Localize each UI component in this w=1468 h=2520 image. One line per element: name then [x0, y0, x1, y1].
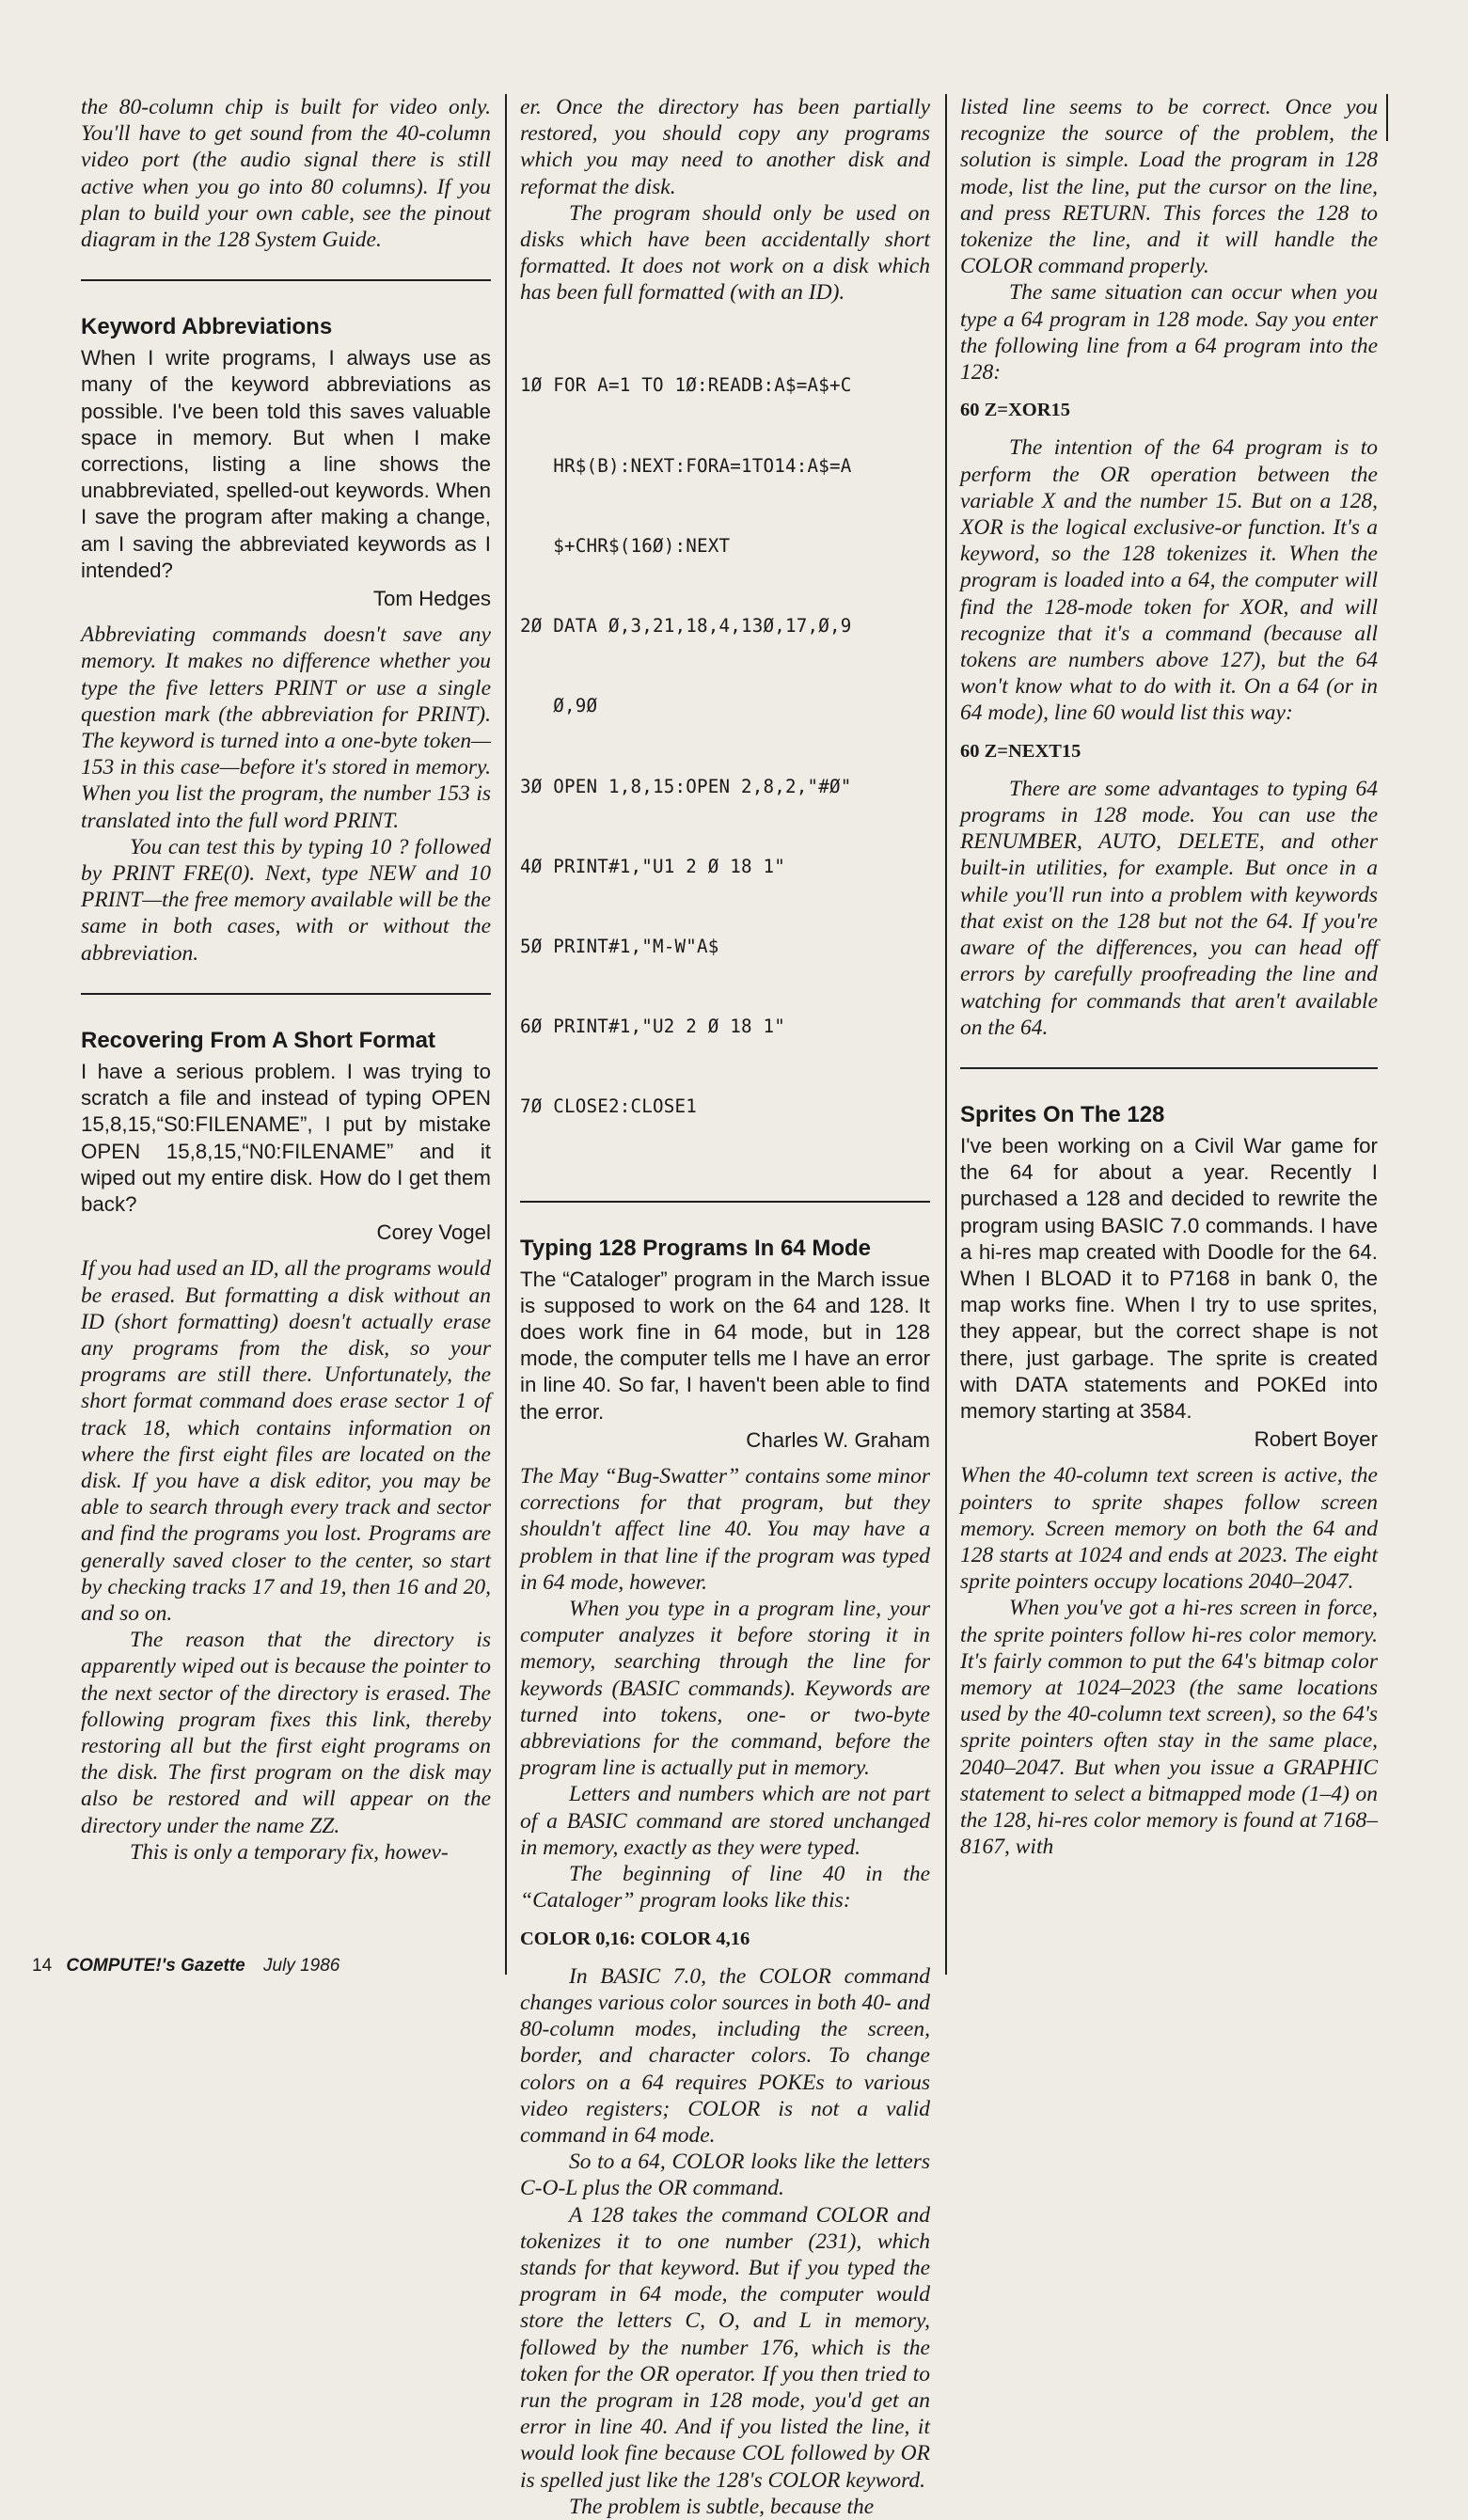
keyword-letter-signature: Tom Hedges [372, 587, 491, 611]
column-3 [960, 94, 1378, 1860]
column-1 [81, 94, 491, 1866]
section-divider [81, 993, 491, 995]
code-line: 2Ø DATA Ø,3,21,18,4,13Ø,17,Ø,9 [520, 615, 852, 638]
keyword-answer-2: You can test this by typing 10 ? followed by PRINT FRE(0). Next, type NEW and 10 PRINT—the free memory available will be the same in both cases, with or without the abbreviation. [81, 834, 491, 966]
basic-listing: COLOR 0,16: COLOR 4,16 [520, 1928, 750, 1949]
typing-128-answer-2: When you type in a program line, your computer analyzes it before storing it in memory, searching through the line for keywords (BASIC commands). Keywords are turned into tokens, one- or two-byte abbreviations for the command, before the program line is actually put in memory. [520, 1597, 930, 1781]
intro-paragraph: the 80-column chip is built for video only. You'll have to get sound from the 40-column video port (the audio signal there is still active when you go into 80 columns). If you plan to build your own cable, see the pinout diagram in the 128 System Guide. [81, 95, 491, 253]
code-line: 7Ø CLOSE2:CLOSE1 [520, 1095, 698, 1118]
code-line: Ø,9Ø [520, 695, 598, 717]
column-2 [520, 94, 930, 2520]
section-divider [960, 1067, 1378, 1069]
short-format-answer-1: If you had used an ID, all the programs would be erased. But formatting a disk without an ID (short formatting) doesn't actually erase any programs from the disk, so your programs are still there. Unfortunately, the short format command does erase sector 1 of track 18, which contains information on where the first eight files are located on the disk. If you have a disk editor, you may be able to search through every track and sector and find the programs you lost. Programs are generally saved closer to the center, so start by checking tracks 17 and 19, then 16 and 20, and so on. [81, 1256, 491, 1626]
column-divider-1 [505, 94, 507, 1975]
short-format-answer-3: This is only a temporary fix, howev- [130, 1839, 449, 1865]
typing-128-continued-2: The same situation can occur when you type a 64 program in 128 mode. Say you enter the following line from a 64 program into the 128: [960, 280, 1378, 386]
code-line: 5Ø PRINT#1,"M-W"A$ [520, 935, 719, 957]
typing-128-answer-1: The May “Bug-Swatter” contains some minor corrections for that program, but they shouldn't affect line 40. You may have a problem in that line if the program was typed in 64 mode, however. [520, 1464, 930, 1595]
page-footer [32, 1956, 339, 1977]
typing-128-answer-7: A 128 takes the command COLOR and tokenizes it to one number (231), which stands for that keyword. But if you typed the program in 64 mode, the computer would store the letters C, O, and L in memory, followed by the number 176, which is the token for the OR operator. If you then tried to run the program in 128 mode, you'd get an error in line 40. And if you listed the line, it would look fine because COL followed by OR is spelled just like the 128's COLOR keyword. [520, 2202, 930, 2493]
typing-128-heading: Typing 128 Programs In 64 Mode [520, 1235, 871, 1261]
magazine-name: COMPUTE!'s Gazette [66, 1956, 245, 1976]
keyword-answer-1: Abbreviating commands doesn't save any memory. It makes no difference whether you type the five letters PRINT or use a single question mark (the abbreviation for PRINT). The keyword is turned into a one-byte token—153 in this case—before it's stored in memory. When you list the program, the number 153 is translated into the full word PRINT. [81, 622, 491, 833]
column-divider-3 [1386, 94, 1388, 141]
short-format-heading: Recovering From A Short Format [81, 1027, 435, 1053]
sprites-letter: I've been working on a Civil War game for the 64 for about a year. Recently I purchased a 128 and decided to rewrite the program using BASIC 7.0 commands. I have a hi-res map created with Doodle for the 64. When I BLOAD it to P7168 in bank 0, the map works fine. When I try to use sprites, they appear, but the correct shape is not there, just garbage. The sprite is created with DATA statements and POKEd into memory starting at 3584. [960, 1133, 1378, 1423]
column-divider-2 [945, 94, 947, 1975]
typing-128-continued-1: listed line seems to be correct. Once you recognize the source of the problem, the solution is simple. Load the program in 128 mode, list the line, put the cursor on the line, and press RETURN. This forces the 128 to tokenize the line, and it will handle the COLOR command properly. [960, 95, 1378, 279]
basic-listing: 60 Z=NEXT15 [960, 740, 1081, 762]
typing-128-answer-8: The problem is subtle, because the [569, 2494, 875, 2519]
typing-128-answer-5: In BASIC 7.0, the COLOR command changes various color sources in both 40- and 80-column modes, including the screen, border, and character colors. To change colors on a 64 requires POKEs to various video registers; COLOR is not a valid command in 64 mode. [520, 1963, 930, 2148]
code-line: $+CHR$(16Ø):NEXT [520, 534, 731, 557]
sprites-answer-1: When the 40-column text screen is active, the pointers to sprite shapes follow screen memory. Screen memory on both the 64 and 128 starts at 1024 and ends at 2023. The eight sprite pointers occupy locations 2040–2047. [960, 1463, 1378, 1595]
short-format-continued-1: er. Once the directory has been partially restored, you should copy any programs which you may need to another disk and reformat the disk. [520, 95, 930, 199]
code-line: 1Ø FOR A=1 TO 1Ø:READB:A$=A$+C [520, 374, 852, 397]
typing-128-letter: The “Cataloger” program in the March issue is supposed to work on the 64 and 128. It does work fine in 64 mode, but in 128 mode, the computer tells me I have an error in line 40. So far, I haven't been able to find the error. [520, 1267, 930, 1424]
sprites-signature: Robert Boyer [1254, 1427, 1378, 1452]
typing-128-continued-3: The intention of the 64 program is to perform the OR operation between the variable X and the number 15. But on a 128, XOR is the logical exclusive-or function. It's a keyword, so the 128 tokenizes it. When the program is loaded into a 64, the computer will find the 128-mode token for XOR, and will recognize that it's a command (because all tokens are numbers above 127), but the 64 won't know what to do with it. On a 64 (or in 64 mode), line 60 would list this way: [960, 435, 1378, 726]
typing-128-continued-4: There are some advantages to typing 64 programs in 128 mode. You can use the RENUMBER, AUTO, DELETE, and other built-in utilities, for example. But once in a while you'll run into a problem with keywords that exist on the 128 but not the 64. If you're aware of the differences, you can head off errors by carefully proofreading the line and watching for commands that aren't available on the 64. [960, 776, 1378, 1040]
code-line: 3Ø OPEN 1,8,15:OPEN 2,8,2,"#Ø" [520, 775, 852, 797]
code-line: HR$(B):NEXT:FORA=1TO14:A$=A [520, 454, 852, 477]
sprites-answer-2: When you've got a hi-res screen in force, the sprite pointers follow hi-res color memory. It's fairly common to put the 64's bitmap color memory at 1024–2023 (the same locations used by the 40-column text screen), so the 64's sprite pointers often stay in the same place, 2040–2047. But when you issue a GRAPHIC statement to select a bitmapped mode (1–4) on the 128, hi-res color memory is found at 7168–8167, with [960, 1596, 1378, 1860]
typing-128-signature: Charles W. Graham [746, 1427, 930, 1452]
sprites-heading: Sprites On The 128 [960, 1101, 1165, 1127]
typing-128-answer-4: The beginning of line 40 in the “Cataloger” program looks like this: [520, 1862, 930, 1914]
section-divider [81, 279, 491, 281]
program-listing [520, 320, 930, 1174]
code-line: 6Ø PRINT#1,"U2 2 Ø 18 1" [520, 1016, 786, 1038]
section-divider [520, 1201, 930, 1203]
keyword-abbreviations-heading: Keyword Abbreviations [81, 314, 333, 340]
short-format-letter: I have a serious problem. I was trying to scratch a file and instead of typing OPEN 15,8,15,“S0:FILENAME”, I put by mistake OPEN 15,8,15,“N0:FILENAME” and it wiped out my entire disk. How do I get them back? [81, 1059, 491, 1216]
typing-128-answer-6: So to a 64, COLOR looks like the letters C-O-L plus the OR command. [520, 2150, 930, 2201]
typing-128-answer-3: Letters and numbers which are not part of a BASIC command are stored unchanged in memory, exactly as they were typed. [520, 1782, 930, 1860]
keyword-letter: When I write programs, I always use as many of the keyword abbreviations as possible. I've been told this saves valuable space in memory. But when I make corrections, listing a line shows the unabbreviated, spelled-out keywords. When I save the program after making a change, am I saving the abbreviated keywords as I intended? [81, 346, 491, 582]
issue-date: July 1986 [263, 1956, 340, 1976]
short-format-signature: Corey Vogel [376, 1221, 491, 1245]
basic-listing: 60 Z=XOR15 [960, 400, 1071, 421]
code-line: 4Ø PRINT#1,"U1 2 Ø 18 1" [520, 855, 786, 877]
short-format-answer-2: The reason that the directory is apparently wiped out is because the pointer to the next sector of the directory is erased. The following program fixes this link, thereby restoring all but the first eight programs on the disk. The first program on the disk may also be restored and will appear on the directory under the name ZZ. [81, 1628, 491, 1838]
page-number: 14 [32, 1956, 53, 1976]
short-format-continued-2: The program should only be used on disks which have been accidentally short formatted. It does not work on a disk which has been full formatted (with an ID). [520, 200, 930, 306]
